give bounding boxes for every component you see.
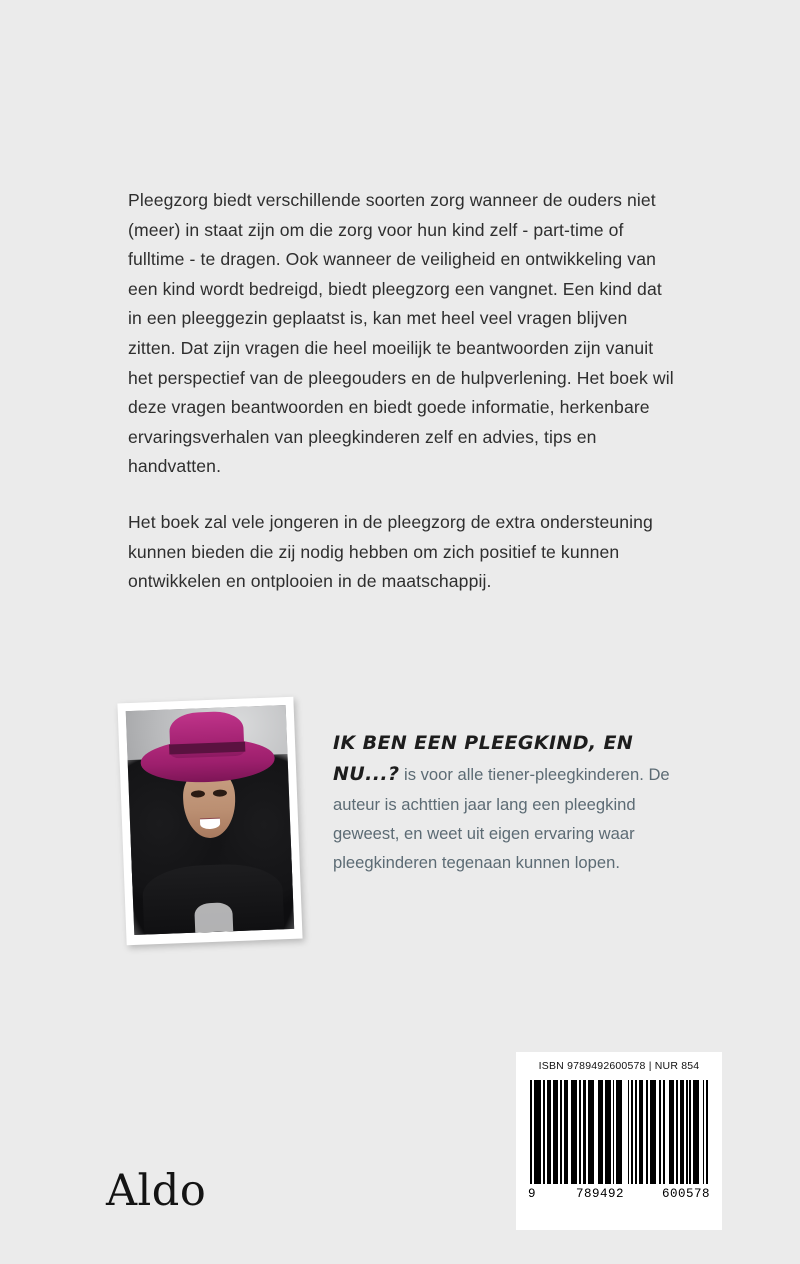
barcode-digit-lead: 9 bbox=[528, 1187, 537, 1201]
blurb-paragraph-1: Pleegzorg biedt verschillende soorten zorg wanneer de ouders niet (meer) in staat zijn om die zorg voor hun kind zelf - part-time of fulltime - te dragen. Ook wanneer de veiligheid en ontwikkeling van een kind wordt bedreigd, biedt pleegzorg een vangnet. Een kind dat in een pleeggezin geplaatst is, kan met heel veel vragen blijven zitten. Dat zijn vragen die heel moeilijk te beantwoorden zijn vanuit het perspectief van de pleegouders en de hulpverlening. Het boek wil deze vragen beantwoorden en biedt goede informatie, herkenbare ervaringsverhalen van pleegkinderen zelf en advies, tips en handvatten. bbox=[128, 190, 674, 477]
author-portrait-image bbox=[126, 705, 294, 935]
blurb-text bbox=[128, 186, 674, 597]
portrait-vignette bbox=[126, 705, 294, 935]
barcode-bars bbox=[526, 1080, 712, 1184]
blurb-paragraph-2: Het boek zal vele jongeren in de pleegzorg de extra ondersteuning kunnen bieden die zij nodig hebben om zich positief te kunnen ontwikkelen en ontplooien in de maatschappij. bbox=[128, 511, 653, 592]
publisher-logo: Aldo bbox=[106, 1166, 207, 1216]
barcode-digits-right: 600578 bbox=[661, 1187, 710, 1201]
author-caption bbox=[333, 728, 673, 877]
isbn-text: ISBN 9789492600578 | NUR 854 bbox=[538, 1060, 700, 1072]
barcode-block bbox=[516, 1052, 722, 1230]
caption-book-title: IK BEN EEN PLEEGKIND, EN NU...? bbox=[333, 732, 634, 785]
barcode-digits-left: 789492 bbox=[575, 1187, 624, 1201]
caption-body: is voor alle tiener-pleegkinderen. De auteur is achttien jaar lang een pleegkind geweest, en weet uit eigen ervaring waar pleegkinderen tegenaan kunnen lopen. bbox=[333, 765, 670, 872]
barcode-digits bbox=[526, 1184, 712, 1201]
author-photo bbox=[122, 700, 310, 960]
polaroid-frame bbox=[117, 697, 302, 946]
